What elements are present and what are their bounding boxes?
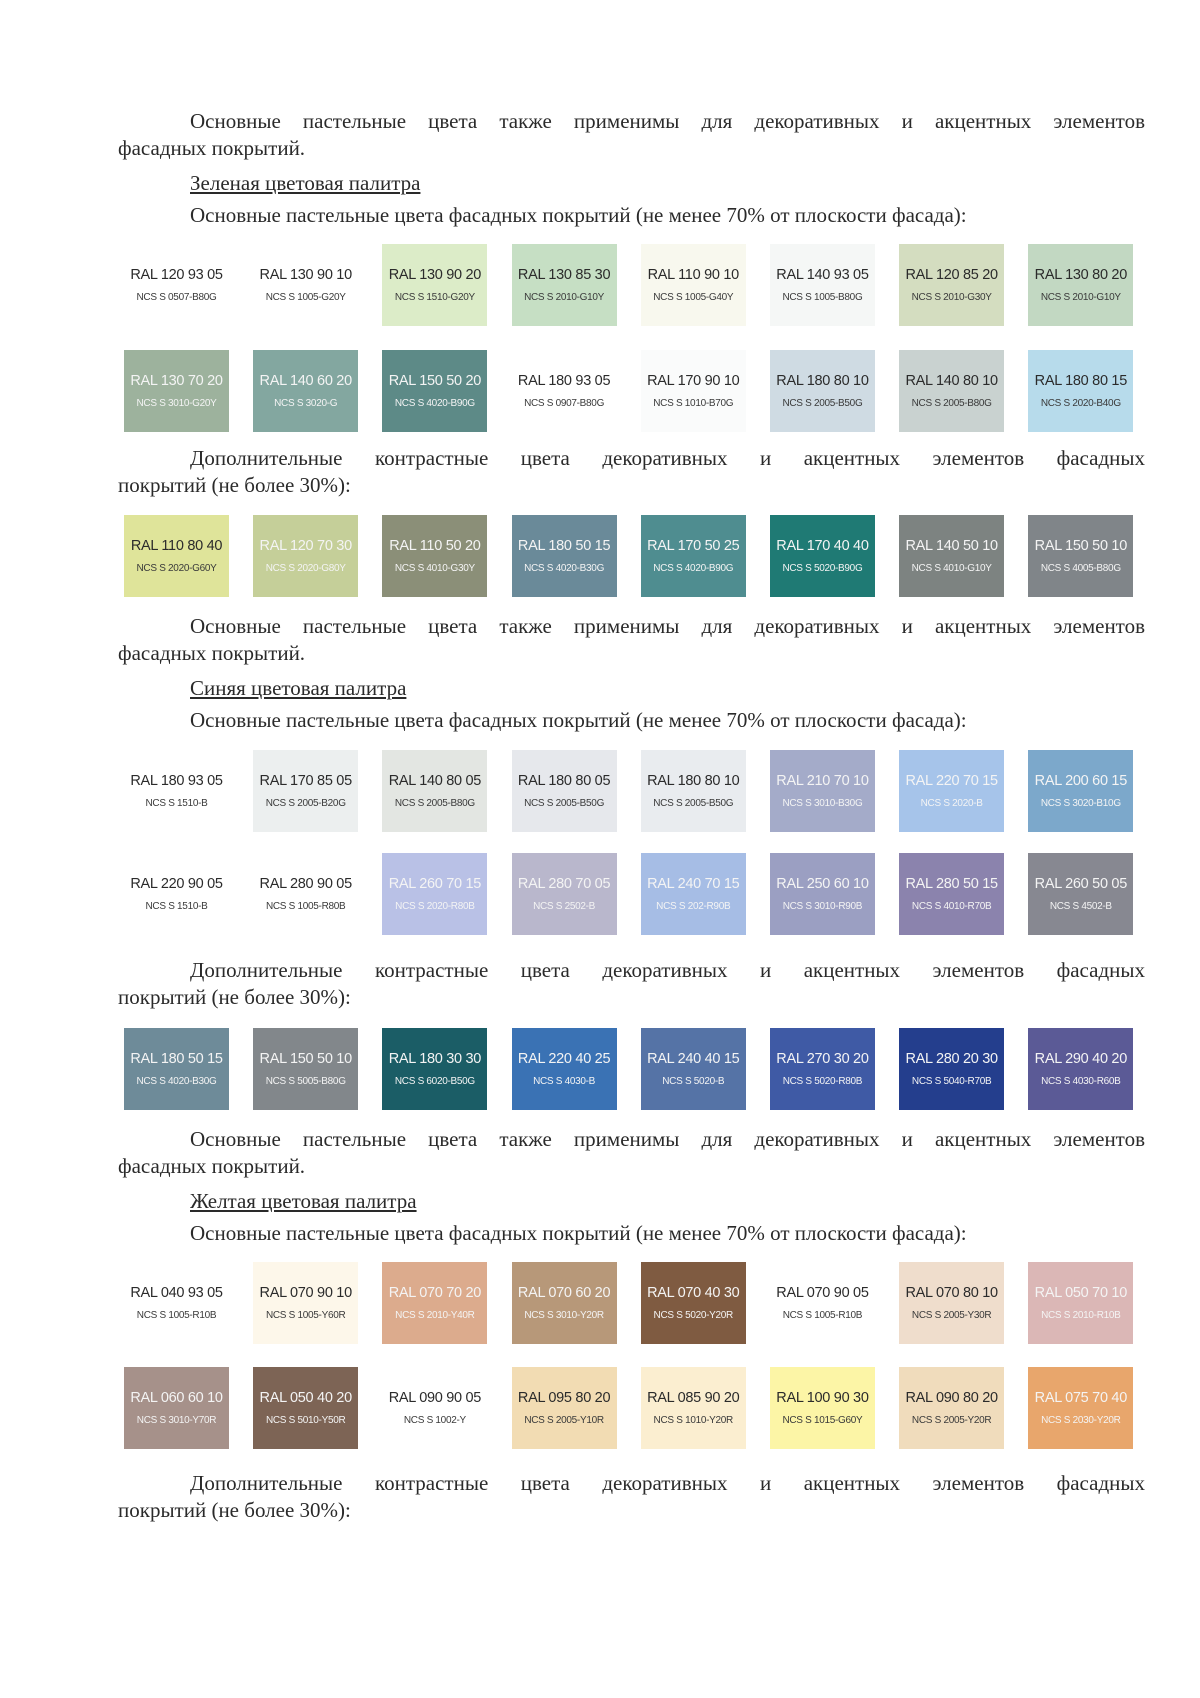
ncs-code: NCS S 1010-Y20R <box>653 1415 733 1426</box>
ncs-code: NCS S 2010-G30Y <box>911 292 992 303</box>
ral-code: RAL 180 50 15 <box>517 538 611 554</box>
color-swatch <box>253 350 358 432</box>
ral-code: RAL 180 80 05 <box>517 773 611 789</box>
ncs-code: NCS S 1005-B80G <box>782 292 863 303</box>
ncs-code: NCS S 4020-B90G <box>653 563 734 574</box>
paragraph <box>118 1126 1145 1180</box>
paragraph-line: покрытий (не более 30%): <box>118 1498 351 1522</box>
color-swatch <box>124 1367 229 1449</box>
ncs-code: NCS S 4010-R70B <box>911 901 992 912</box>
ncs-code: NCS S 1510-B <box>145 901 208 912</box>
ncs-code: NCS S 6020-B50G <box>394 1076 475 1087</box>
ral-code: RAL 170 85 05 <box>259 773 352 789</box>
ncs-code: NCS S 2020-G60Y <box>136 563 217 574</box>
ral-code: RAL 270 30 20 <box>776 1051 869 1067</box>
ral-code: RAL 280 20 30 <box>905 1051 998 1067</box>
ncs-code: NCS S 4005-B80G <box>1040 563 1121 574</box>
ral-code: RAL 150 50 20 <box>388 373 482 389</box>
ral-code: RAL 130 90 10 <box>259 267 352 283</box>
color-swatch <box>641 244 746 326</box>
ral-code: RAL 170 40 40 <box>776 538 869 554</box>
ncs-code: NCS S 3010-G20Y <box>136 398 217 409</box>
swatch-row <box>124 1367 1158 1449</box>
color-swatch <box>512 350 617 432</box>
ral-code: RAL 150 50 10 <box>1034 538 1127 554</box>
ral-code: RAL 120 70 30 <box>259 538 352 554</box>
color-swatch <box>641 750 746 832</box>
swatch-row <box>124 515 1158 597</box>
color-swatch <box>770 1367 875 1449</box>
ral-code: RAL 240 70 15 <box>647 876 740 892</box>
ral-code: RAL 140 80 05 <box>388 773 482 789</box>
palette-heading: Зеленая цветовая палитра <box>190 171 421 195</box>
color-swatch <box>770 244 875 326</box>
ncs-code: NCS S 5020-R80B <box>782 1076 863 1087</box>
color-swatch <box>641 1367 746 1449</box>
ncs-code: NCS S 3020-G <box>274 398 338 409</box>
ral-code: RAL 095 80 20 <box>517 1390 611 1406</box>
ral-code: RAL 120 93 05 <box>130 267 223 283</box>
ral-code: RAL 075 70 40 <box>1034 1390 1127 1406</box>
color-swatch <box>253 853 358 935</box>
color-swatch <box>382 350 487 432</box>
color-swatch <box>899 750 1004 832</box>
ral-code: RAL 150 50 10 <box>259 1051 352 1067</box>
ncs-code: NCS S 1015-G60Y <box>782 1415 863 1426</box>
ncs-code: NCS S 3010-Y20R <box>524 1310 604 1321</box>
ral-code: RAL 070 40 30 <box>647 1285 740 1301</box>
color-swatch <box>382 515 487 597</box>
ncs-code: NCS S 4020-B90G <box>394 398 475 409</box>
ral-code: RAL 140 50 10 <box>905 538 998 554</box>
ral-code: RAL 280 90 05 <box>259 876 352 892</box>
ral-code: RAL 260 50 05 <box>1034 876 1127 892</box>
ncs-code: NCS S 5020-B90G <box>782 563 863 574</box>
ncs-code: NCS S 3010-R90B <box>782 901 863 912</box>
ral-code: RAL 120 85 20 <box>905 267 998 283</box>
color-swatch <box>512 1367 617 1449</box>
ral-code: RAL 090 80 20 <box>905 1390 998 1406</box>
paragraph <box>118 613 1145 667</box>
color-swatch <box>382 1262 487 1344</box>
ncs-code: NCS S 2005-B80G <box>394 798 475 809</box>
color-swatch <box>1028 1262 1133 1344</box>
color-swatch <box>770 1262 875 1344</box>
ral-code: RAL 240 40 15 <box>647 1051 740 1067</box>
ncs-code: NCS S 1002-Y <box>403 1415 466 1426</box>
paragraph-line: Основные пастельные цвета также применимы для декоративных и акцентных элементов <box>190 109 1145 133</box>
ncs-code: NCS S 2010-G10Y <box>1040 292 1121 303</box>
color-swatch <box>1028 350 1133 432</box>
color-swatch <box>899 853 1004 935</box>
ral-code: RAL 070 70 20 <box>388 1285 482 1301</box>
color-swatch <box>899 1262 1004 1344</box>
ncs-code: NCS S 2005-B50G <box>782 398 863 409</box>
ncs-code: NCS S 1005-R80B <box>265 901 346 912</box>
ncs-code: NCS S 2005-Y30R <box>911 1310 992 1321</box>
ncs-code: NCS S 4020-B30G <box>524 563 605 574</box>
color-swatch <box>124 853 229 935</box>
paragraph <box>118 1470 1145 1524</box>
color-swatch <box>512 750 617 832</box>
ncs-code: NCS S 3010-B30G <box>782 798 863 809</box>
ncs-code: NCS S 1510-G20Y <box>394 292 475 303</box>
palette-heading: Синяя цветовая палитра <box>190 676 407 700</box>
ncs-code: NCS S 2020-R80B <box>395 901 475 912</box>
ral-code: RAL 170 90 10 <box>647 373 740 389</box>
ral-code: RAL 280 50 15 <box>905 876 998 892</box>
ral-code: RAL 070 60 20 <box>517 1285 611 1301</box>
ral-code: RAL 070 90 05 <box>776 1285 869 1301</box>
color-swatch <box>253 1028 358 1110</box>
ral-code: RAL 220 70 15 <box>905 773 998 789</box>
ral-code: RAL 070 80 10 <box>905 1285 998 1301</box>
color-swatch <box>124 244 229 326</box>
ncs-code: NCS S 0907-B80G <box>524 398 605 409</box>
color-swatch <box>124 1262 229 1344</box>
palette-heading: Желтая цветовая палитра <box>190 1189 417 1213</box>
color-swatch <box>512 244 617 326</box>
ncs-code: NCS S 4020-B30G <box>136 1076 217 1087</box>
color-swatch <box>253 515 358 597</box>
color-swatch <box>382 1028 487 1110</box>
paragraph-line: покрытий (не более 30%): <box>118 473 351 497</box>
paragraph <box>118 957 1145 1011</box>
ncs-code: NCS S 1005-R10B <box>136 1310 217 1321</box>
ral-code: RAL 220 90 05 <box>130 876 223 892</box>
ncs-code: NCS S 2005-B20G <box>265 798 346 809</box>
section-subtitle: Основные пастельные цвета фасадных покрытий (не менее 70% от плоскости фасада): <box>190 1221 967 1245</box>
ral-code: RAL 220 40 25 <box>517 1051 611 1067</box>
ncs-code: NCS S 2005-B50G <box>653 798 734 809</box>
ral-code: RAL 180 80 15 <box>1034 373 1127 389</box>
color-swatch <box>641 515 746 597</box>
ncs-code: NCS S 2005-B50G <box>524 798 605 809</box>
color-swatch <box>124 1028 229 1110</box>
color-swatch <box>1028 1367 1133 1449</box>
ncs-code: NCS S 5020-B <box>662 1076 725 1087</box>
paragraph <box>118 108 1145 162</box>
ral-code: RAL 050 40 20 <box>259 1390 352 1406</box>
ral-code: RAL 290 40 20 <box>1034 1051 1127 1067</box>
ncs-code: NCS S 4030-B <box>533 1076 596 1087</box>
color-swatch <box>124 515 229 597</box>
ncs-code: NCS S 5005-B80G <box>265 1076 346 1087</box>
swatch-row <box>124 1262 1158 1344</box>
color-swatch <box>770 515 875 597</box>
ral-code: RAL 085 90 20 <box>647 1390 740 1406</box>
color-swatch <box>770 1028 875 1110</box>
ral-code: RAL 100 90 30 <box>776 1390 869 1406</box>
ral-code: RAL 140 80 10 <box>905 373 998 389</box>
color-swatch <box>382 750 487 832</box>
paragraph-line: Основные пастельные цвета также применимы для декоративных и акцентных элементов <box>190 1127 1145 1151</box>
color-swatch <box>899 515 1004 597</box>
swatch-row <box>124 350 1158 432</box>
ral-code: RAL 060 60 10 <box>130 1390 223 1406</box>
ral-code: RAL 260 70 15 <box>388 876 482 892</box>
ral-code: RAL 050 70 10 <box>1034 1285 1127 1301</box>
ral-code: RAL 070 90 10 <box>259 1285 352 1301</box>
ncs-code: NCS S 202-R90B <box>656 901 731 912</box>
color-swatch <box>253 1367 358 1449</box>
paragraph-line: Дополнительные контрастные цвета декоративных и акцентных элементов фасадных <box>190 446 1145 470</box>
ncs-code: NCS S 1010-B70G <box>653 398 734 409</box>
ncs-code: NCS S 1510-B <box>145 798 208 809</box>
color-swatch <box>382 1367 487 1449</box>
ncs-code: NCS S 5010-Y50R <box>265 1415 346 1426</box>
ncs-code: NCS S 2005-Y20R <box>911 1415 992 1426</box>
ral-code: RAL 090 90 05 <box>388 1390 482 1406</box>
ncs-code: NCS S 2020-G80Y <box>265 563 346 574</box>
paragraph-line: фасадных покрытий. <box>118 1154 306 1178</box>
color-swatch <box>899 350 1004 432</box>
color-swatch <box>1028 750 1133 832</box>
color-swatch <box>641 1028 746 1110</box>
color-swatch <box>253 1262 358 1344</box>
swatch-row <box>124 853 1158 935</box>
ncs-code: NCS S 1005-G40Y <box>653 292 734 303</box>
color-swatch <box>253 244 358 326</box>
ncs-code: NCS S 2005-B80G <box>911 398 992 409</box>
color-swatch <box>512 853 617 935</box>
ral-code: RAL 040 93 05 <box>130 1285 223 1301</box>
ral-code: RAL 180 93 05 <box>130 773 223 789</box>
ral-code: RAL 140 60 20 <box>259 373 352 389</box>
paragraph-line: Дополнительные контрастные цвета декоративных и акцентных элементов фасадных <box>190 958 1145 982</box>
color-swatch <box>124 750 229 832</box>
ncs-code: NCS S 2005-Y10R <box>524 1415 604 1426</box>
ncs-code: NCS S 1005-G20Y <box>265 292 346 303</box>
ral-code: RAL 180 80 10 <box>776 373 869 389</box>
color-swatch <box>382 853 487 935</box>
ral-code: RAL 180 30 30 <box>388 1051 482 1067</box>
color-swatch <box>641 1262 746 1344</box>
ncs-code: NCS S 0507-B80G <box>136 292 217 303</box>
ral-code: RAL 110 50 20 <box>389 538 481 554</box>
swatch-row <box>124 750 1158 832</box>
ral-code: RAL 110 80 40 <box>130 538 223 554</box>
color-swatch <box>899 244 1004 326</box>
paragraph <box>118 445 1145 499</box>
ral-code: RAL 130 90 20 <box>388 267 482 283</box>
color-swatch <box>770 350 875 432</box>
ral-code: RAL 180 80 10 <box>647 773 740 789</box>
ral-code: RAL 130 85 30 <box>517 267 611 283</box>
ncs-code: NCS S 2030-Y20R <box>1041 1415 1121 1426</box>
paragraph-line: Основные пастельные цвета также применимы для декоративных и акцентных элементов <box>190 614 1145 638</box>
ncs-code: NCS S 2010-Y40R <box>395 1310 475 1321</box>
ral-code: RAL 110 90 10 <box>647 267 739 283</box>
ral-code: RAL 130 80 20 <box>1034 267 1127 283</box>
ncs-code: NCS S 2010-R10B <box>1041 1310 1121 1321</box>
paragraph-line: фасадных покрытий. <box>118 136 306 160</box>
ncs-code: NCS S 4010-G30Y <box>394 563 475 574</box>
ral-code: RAL 280 70 05 <box>517 876 611 892</box>
ncs-code: NCS S 5040-R70B <box>911 1076 992 1087</box>
ncs-code: NCS S 5020-Y20R <box>653 1310 733 1321</box>
paragraph-line: фасадных покрытий. <box>118 641 306 665</box>
ral-code: RAL 250 60 10 <box>776 876 869 892</box>
ral-code: RAL 180 50 15 <box>130 1051 223 1067</box>
ncs-code: NCS S 2010-G10Y <box>524 292 605 303</box>
color-swatch <box>641 853 746 935</box>
swatch-row <box>124 1028 1158 1110</box>
ral-code: RAL 170 50 25 <box>647 538 740 554</box>
color-swatch <box>512 1028 617 1110</box>
ncs-code: NCS S 3020-B10G <box>1040 798 1121 809</box>
ncs-code: NCS S 4010-G10Y <box>911 563 992 574</box>
paragraph-line: покрытий (не более 30%): <box>118 985 351 1009</box>
paragraph-line: Дополнительные контрастные цвета декоративных и акцентных элементов фасадных <box>190 1471 1145 1495</box>
ral-code: RAL 130 70 20 <box>130 373 223 389</box>
color-swatch <box>512 1262 617 1344</box>
color-swatch <box>770 750 875 832</box>
ncs-code: NCS S 1005-R10B <box>782 1310 863 1321</box>
ncs-code: NCS S 2502-B <box>533 901 596 912</box>
color-swatch <box>512 515 617 597</box>
ncs-code: NCS S 3010-Y70R <box>136 1415 217 1426</box>
ncs-code: NCS S 2020-B <box>920 798 983 809</box>
section-subtitle: Основные пастельные цвета фасадных покрытий (не менее 70% от плоскости фасада): <box>190 203 967 227</box>
color-swatch <box>124 350 229 432</box>
ncs-code: NCS S 4030-R60B <box>1041 1076 1121 1087</box>
color-swatch <box>253 750 358 832</box>
ncs-code: NCS S 1005-Y60R <box>265 1310 346 1321</box>
color-swatch <box>1028 244 1133 326</box>
color-swatch <box>899 1028 1004 1110</box>
ral-code: RAL 210 70 10 <box>776 773 869 789</box>
ral-code: RAL 140 93 05 <box>776 267 869 283</box>
color-swatch <box>1028 515 1133 597</box>
color-swatch <box>1028 853 1133 935</box>
color-swatch <box>1028 1028 1133 1110</box>
color-swatch <box>899 1367 1004 1449</box>
section-subtitle: Основные пастельные цвета фасадных покрытий (не менее 70% от плоскости фасада): <box>190 708 967 732</box>
ncs-code: NCS S 4502-B <box>1049 901 1112 912</box>
color-swatch <box>641 350 746 432</box>
ral-code: RAL 180 93 05 <box>517 373 611 389</box>
swatch-row <box>124 244 1158 326</box>
ral-code: RAL 200 60 15 <box>1034 773 1127 789</box>
color-swatch <box>382 244 487 326</box>
ncs-code: NCS S 2020-B40G <box>1040 398 1121 409</box>
color-swatch <box>770 853 875 935</box>
